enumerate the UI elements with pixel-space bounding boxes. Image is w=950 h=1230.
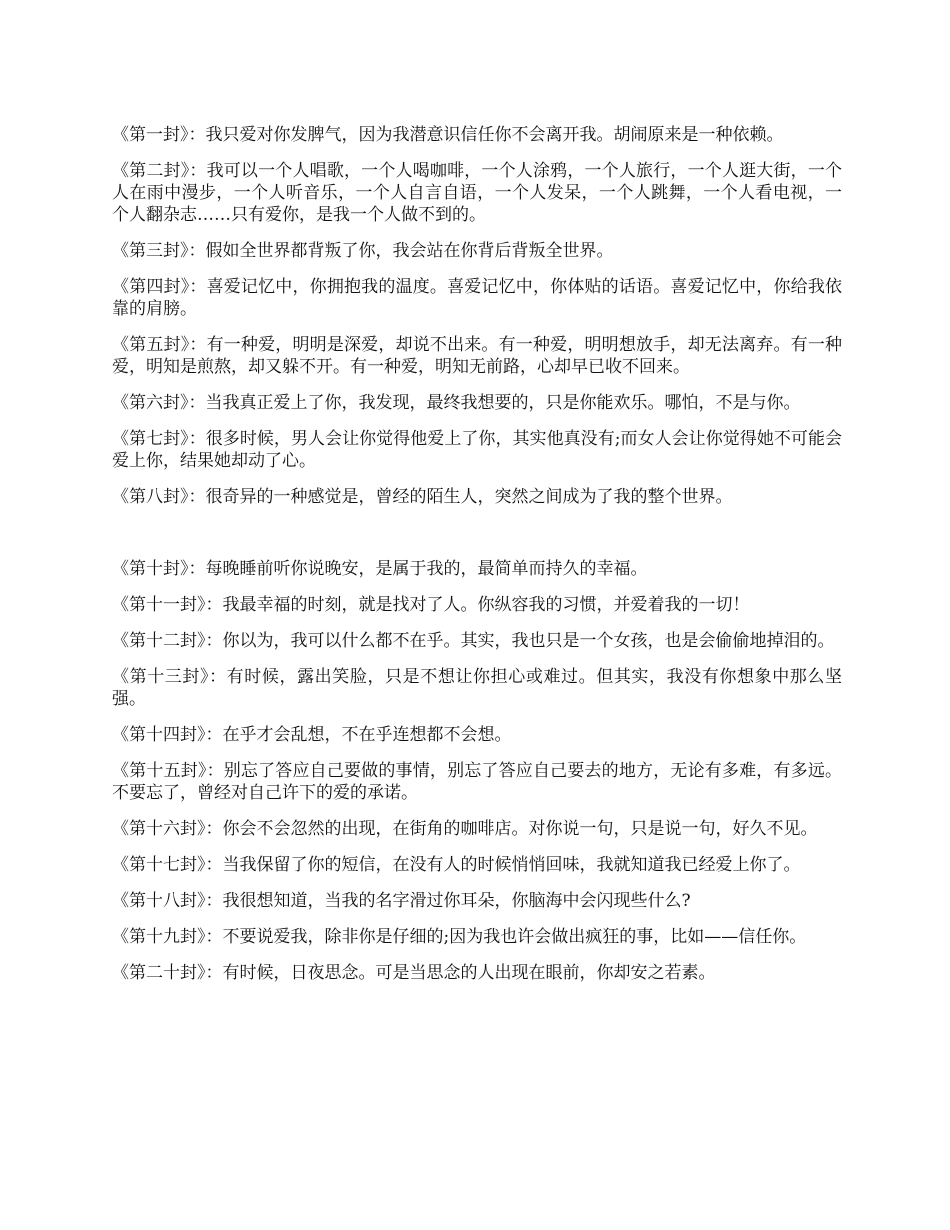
- letter-paragraph-3: 《第三封》：假如全世界都背叛了你，我会站在你背后背叛全世界。: [112, 241, 614, 261]
- letter-paragraph-1: 《第一封》：我只爱对你发脾气，因为我潜意识信任你不会离开我。胡闹原来是一种依赖。: [112, 125, 784, 145]
- letter-paragraph-11: 《第十一封》：我最幸福的时刻，就是找对了人。你纵容我的习惯，并爱着我的一切！: [112, 595, 750, 615]
- letter-paragraph-5: 《第五封》：有一种爱，明明是深爱，却说不出来。有一种爱，明明想放手，却无法离弃。有一种爱，明知是煎熬，却又躲不开。有一种爱，明知无前路，心却早已收不回来。: [112, 335, 842, 377]
- section-gap: [112, 522, 842, 558]
- letter-paragraph-12: 《第十二封》：你以为，我可以什么都不在乎。其实，我也只是一个女孩，也是会偷偷地掉泪的。: [112, 631, 835, 651]
- letter-paragraph-17: 《第十七封》：当我保留了你的短信，在没有人的时候悄悄回味，我就知道我已经爱上你了。: [112, 855, 801, 875]
- letter-paragraph-18: 《第十八封》：我很想知道，当我的名字滑过你耳朵，你脑海中会闪现些什么?: [112, 891, 691, 911]
- letter-paragraph-10: 《第十封》：每晚睡前听你说晚安，是属于我的，最简单而持久的幸福。: [112, 559, 648, 579]
- letter-paragraph-20: 《第二十封》：有时候，日夜思念。可是当思念的人出现在眼前，你却安之若素。: [112, 963, 716, 983]
- letter-paragraph-8: 《第八封》：很奇异的一种感觉是，曾经的陌生人，突然之间成为了我的整个世界。: [112, 487, 733, 507]
- letter-paragraph-16: 《第十六封》：你会不会忽然的出现，在街角的咖啡店。对你说一句，只是说一句，好久不见。: [112, 819, 818, 839]
- letter-paragraph-4: 《第四封》：喜爱记忆中，你拥抱我的温度。喜爱记忆中，你体贴的话语。喜爱记忆中，你给我依靠的肩膀。: [112, 277, 842, 319]
- letter-paragraph-13: 《第十三封》：有时候，露出笑脸，只是不想让你担心或难过。但其实，我没有你想象中那么坚强。: [112, 667, 842, 709]
- letters-section-two: [112, 558, 842, 984]
- letter-paragraph-6: 《第六封》：当我真正爱上了你，我发现，最终我想要的，只是你能欢乐。哪怕，不是与你。: [112, 393, 801, 413]
- letter-paragraph-14: 《第十四封》：在乎才会乱想，不在乎连想都不会想。: [112, 725, 512, 745]
- letter-paragraph-15: 《第十五封》：别忘了答应自己要做的事情，别忘了答应自己要去的地方，无论有多难，有多远。不要忘了，曾经对自己许下的爱的承诺。: [112, 761, 842, 803]
- document-body: [112, 124, 842, 998]
- letter-paragraph-19: 《第十九封》：不要说爱我，除非你是仔细的;因为我也许会做出疯狂的事，比如——信任你。: [112, 927, 807, 947]
- letter-paragraph-7: 《第七封》：很多时候，男人会让你觉得他爱上了你，其实他真没有;而女人会让你觉得她不可能会爱上你，结果她却动了心。: [112, 429, 842, 471]
- letter-paragraph-2: 《第二封》：我可以一个人唱歌，一个人喝咖啡，一个人涂鸦，一个人旅行，一个人逛大街，一个人在雨中漫步，一个人听音乐，一个人自言自语，一个人发呆，一个人跳舞，一个人看电视，一个人翻杂志……只有爱你，是我一个人做不到的。: [112, 161, 842, 225]
- letters-section-one: [112, 124, 842, 508]
